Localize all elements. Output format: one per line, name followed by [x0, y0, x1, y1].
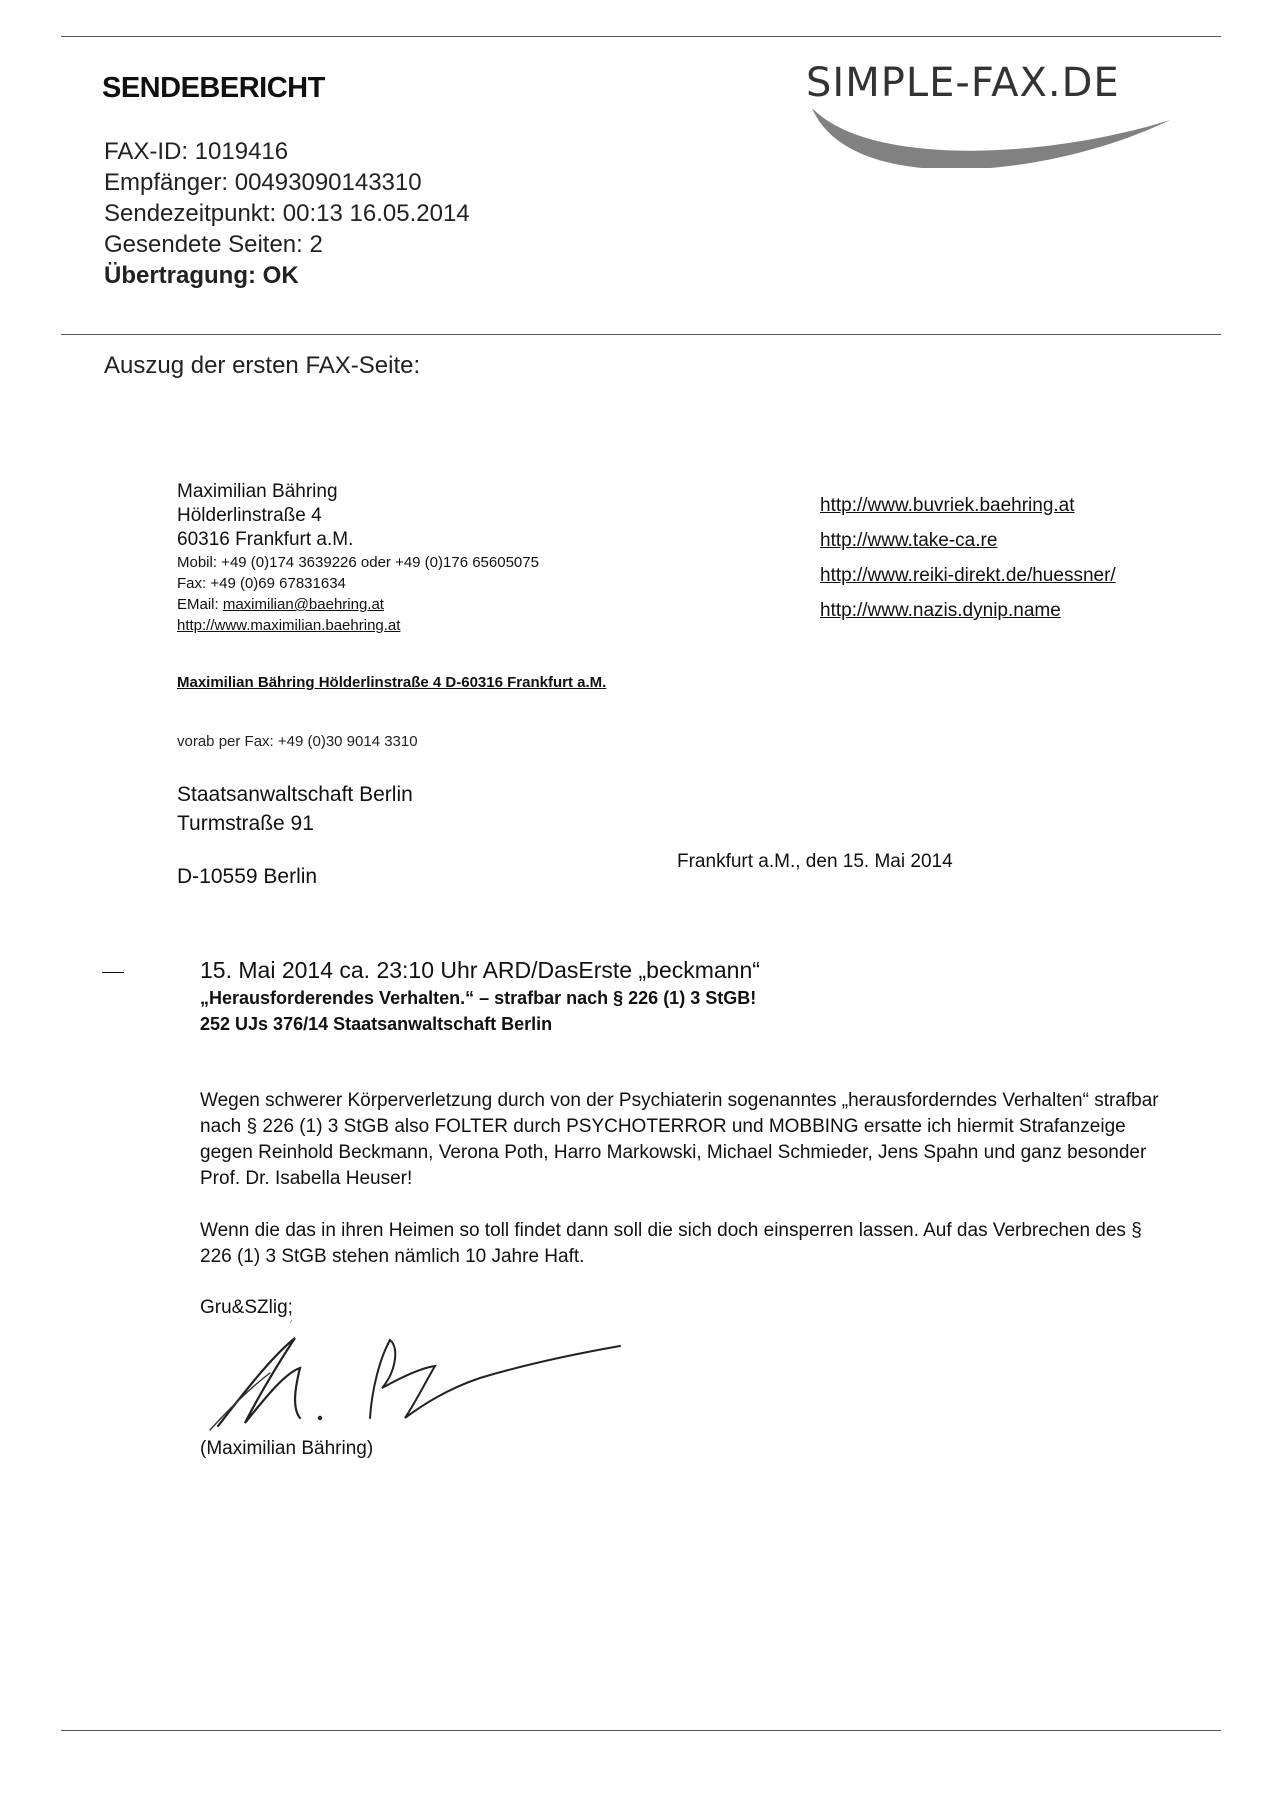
top-divider	[61, 36, 1221, 37]
recipient-city: D-10559 Berlin	[177, 865, 318, 888]
send-time: Sendezeitpunkt: 00:13 16.05.2014	[104, 200, 470, 227]
excerpt-label: Auszug der ersten FAX-Seite:	[104, 352, 421, 379]
vorab-fax: vorab per Fax: +49 (0)30 9014 3310	[177, 733, 418, 750]
report-metadata	[104, 136, 470, 291]
body-paragraph: Wegen schwerer Körperverletzung durch von der Psychiaterin sogenanntes „herausforderndes Verhalten“ strafbar nach § 226 (1) 3 StGB also FOLTER durch PSYCHOTERROR und MOBBING ersatte ich hiermit Strafanzeige gegen Reinhold Beckmann, Verona Poth, Harro Markowski, Michael Schmieder, Jens Spahn und ganz besonder Prof. Dr. Isabella Heuser!	[200, 1090, 1159, 1189]
logo-swoosh-icon	[800, 58, 1200, 168]
sender-mobile: Mobil: +49 (0)174 3639226 oder +49 (0)176 65605075	[177, 554, 539, 571]
fold-mark	[102, 972, 124, 973]
sender-fax: Fax: +49 (0)69 67831634	[177, 575, 346, 592]
sender-email-line	[177, 594, 539, 615]
signature-icon	[200, 1318, 640, 1438]
link-buvriek[interactable]: http://www.buvriek.baehring.at	[820, 495, 1075, 516]
recipient-line1: Staatsanwaltschaft Berlin	[177, 783, 413, 806]
letter-body	[200, 1088, 1160, 1296]
logo-text: SIMPLE-FAX.DE	[806, 60, 1120, 106]
link-reiki[interactable]: http://www.reiki-direkt.de/huessner/	[820, 565, 1116, 586]
subject-block	[200, 955, 760, 1037]
return-address: Maximilian Bähring Hölderlinstraße 4 D-60316 Frankfurt a.M.	[177, 674, 607, 691]
sender-city: 60316 Frankfurt a.M.	[177, 529, 354, 550]
fax-id: FAX-ID: 1019416	[104, 138, 289, 165]
pages-sent: Gesendete Seiten: 2	[104, 231, 323, 258]
sender-web-line	[177, 615, 539, 636]
sender-email-link[interactable]: maximilian@baehring.at	[222, 596, 384, 613]
transmission-status: Übertragung: OK	[104, 262, 299, 289]
greeting: Gru&SZlig;	[200, 1297, 293, 1318]
sender-web-link[interactable]: http://www.maximilian.baehring.at	[177, 617, 401, 634]
bottom-divider	[61, 1730, 1221, 1731]
signer-name: (Maximilian Bähring)	[200, 1438, 374, 1459]
email-label: EMail:	[177, 596, 223, 613]
recipient-number: Empfänger: 00493090143310	[104, 169, 422, 196]
simple-fax-logo	[800, 58, 1200, 168]
link-nazis[interactable]: http://www.nazis.dynip.name	[820, 600, 1061, 621]
recipient-line2: Turmstraße 91	[177, 812, 314, 835]
subject-line1: 15. Mai 2014 ca. 23:10 Uhr ARD/DasErste „beckmann“	[200, 957, 760, 983]
sender-block	[177, 480, 539, 636]
link-take-care[interactable]: http://www.take-ca.re	[820, 530, 998, 551]
link-list	[820, 488, 1116, 628]
subject-line3: 252 UJs 376/14 Staatsanwaltschaft Berlin	[200, 1014, 553, 1034]
dateline: Frankfurt a.M., den 15. Mai 2014	[677, 851, 953, 872]
section-divider	[61, 334, 1221, 335]
body-paragraph: Wenn die das in ihren Heimen so toll findet dann soll die sich doch einsperren lassen. Auf das Verbrechen des § 226 (1) 3 StGB stehen nämlich 10 Jahre Haft.	[200, 1220, 1142, 1267]
report-title: SENDEBERICHT	[102, 72, 325, 104]
sender-street: Hölderlinstraße 4	[177, 505, 322, 526]
sender-name: Maximilian Bähring	[177, 481, 338, 502]
recipient-block	[177, 780, 413, 838]
subject-line2: „Herausforderendes Verhalten.“ – strafbar nach § 226 (1) 3 StGB!	[200, 988, 757, 1008]
